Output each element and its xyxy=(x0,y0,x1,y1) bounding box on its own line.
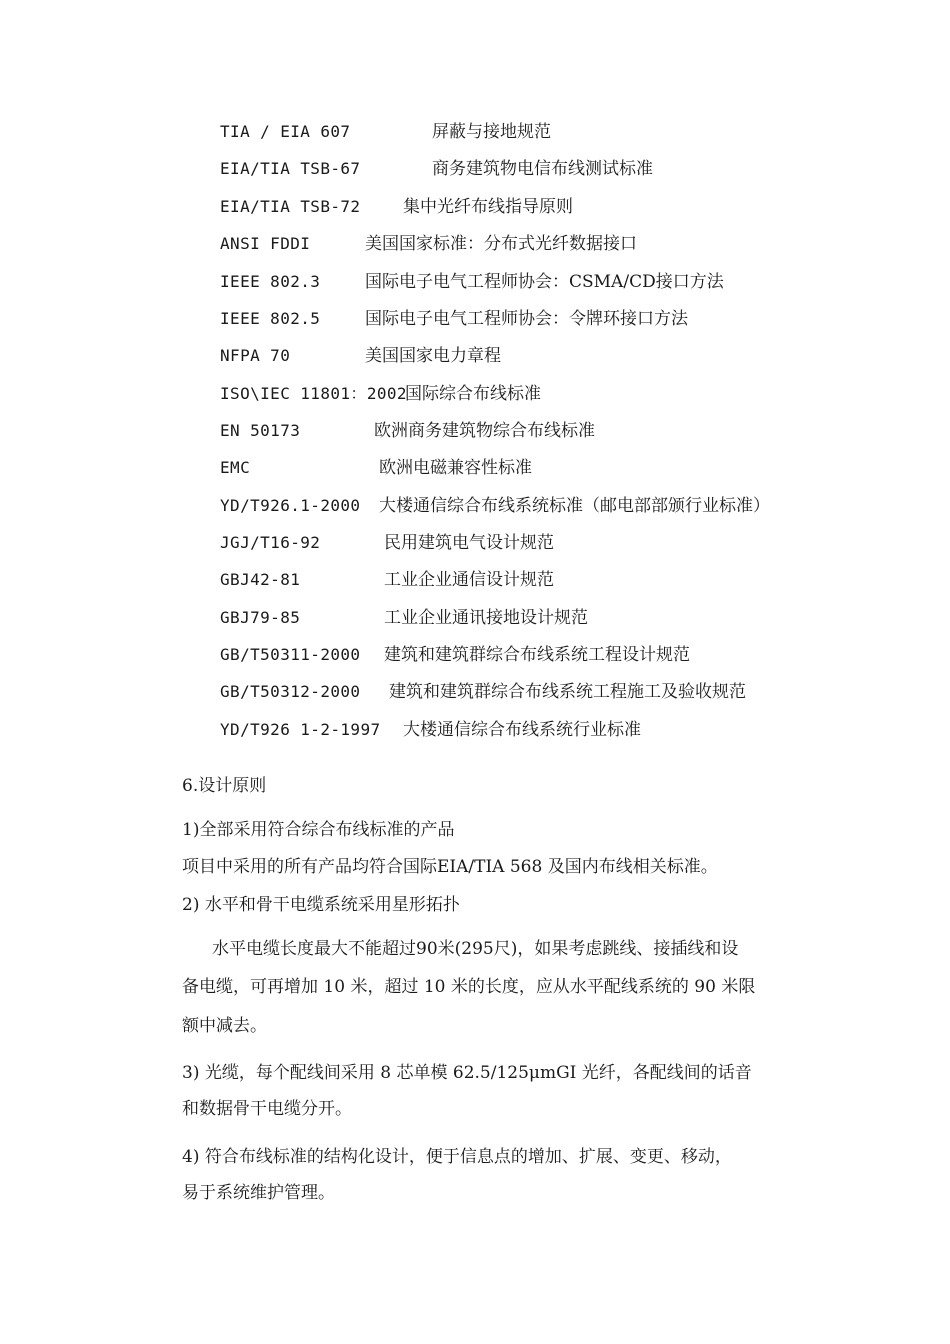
standard-desc: 建筑和建筑群综合布线系统工程设计规范 xyxy=(384,645,690,665)
standard-code: GB/T50311-2000 xyxy=(220,645,361,664)
paragraph-line: 额中减去。 xyxy=(182,1016,267,1036)
standard-desc: 商务建筑物电信布线测试标准 xyxy=(432,159,653,179)
standard-desc: 屏蔽与接地规范 xyxy=(432,122,551,142)
standard-code: GB/T50312-2000 xyxy=(220,682,361,701)
standard-desc: 欧洲商务建筑物综合布线标准 xyxy=(374,421,595,441)
standard-code: EMC xyxy=(220,458,251,477)
standard-code: YD/T926 1-2-1997 xyxy=(220,720,381,739)
standard-code: EN 50173 xyxy=(220,421,301,440)
standard-code: GBJ42-81 xyxy=(220,570,301,589)
principle-2-title: 2) 水平和骨干电缆系统采用星形拓扑 xyxy=(182,895,460,915)
standard-desc: 美国国家电力章程 xyxy=(365,346,501,366)
standard-code: GBJ79-85 xyxy=(220,608,301,627)
principle-1-title: 1)全部采用符合综合布线标准的产品 xyxy=(182,820,455,840)
standard-desc: 大楼通信综合布线系统标准（邮电部部颁行业标准） xyxy=(379,496,770,516)
standard-code: JGJ/T16-92 xyxy=(220,533,321,552)
standard-desc: 大楼通信综合布线系统行业标准 xyxy=(403,720,641,740)
paragraph-line: 水平电缆长度最大不能超过90米(295尺)，如果考虑跳线、接插线和设 xyxy=(212,939,739,959)
paragraph-line: 和数据骨干电缆分开。 xyxy=(182,1099,352,1119)
standard-desc: 集中光纤布线指导原则 xyxy=(403,197,573,217)
standard-code: NFPA 70 xyxy=(220,346,291,365)
section-title: 6.设计原则 xyxy=(182,776,267,796)
standard-desc: 国际综合布线标准 xyxy=(405,384,541,404)
standard-code: IEEE 802.5 xyxy=(220,309,321,328)
standard-desc: 欧洲电磁兼容性标准 xyxy=(379,458,532,478)
standard-code: IEEE 802.3 xyxy=(220,272,321,291)
standard-code: YD/T926.1-2000 xyxy=(220,496,361,515)
standard-desc: 工业企业通讯接地设计规范 xyxy=(384,608,588,628)
standard-desc: 工业企业通信设计规范 xyxy=(384,570,554,590)
standard-desc: 美国国家标准：分布式光纤数据接口 xyxy=(365,234,637,254)
standard-code: ISO\IEC 11801：2002 xyxy=(220,384,407,403)
standard-desc: 建筑和建筑群综合布线系统工程施工及验收规范 xyxy=(389,682,746,702)
paragraph-line: 3) 光缆，每个配线间采用 8 芯单模 62.5/125μmGI 光纤，各配线间的话音 xyxy=(182,1063,752,1083)
standard-desc: 国际电子电气工程师协会：令牌环接口方法 xyxy=(365,309,688,329)
standard-code: EIA/TIA TSB-72 xyxy=(220,197,361,216)
standard-code: EIA/TIA TSB-67 xyxy=(220,159,361,178)
standard-code: TIA / EIA 607 xyxy=(220,122,351,141)
principle-1-body: 项目中采用的所有产品均符合国际EIA/TIA 568 及国内布线相关标准。 xyxy=(182,857,718,877)
paragraph-line: 4) 符合布线标准的结构化设计，便于信息点的增加、扩展、变更、移动， xyxy=(182,1147,732,1167)
paragraph-line: 备电缆，可再增加 10 米，超过 10 米的长度，应从水平配线系统的 90 米限 xyxy=(182,977,756,997)
standard-desc: 民用建筑电气设计规范 xyxy=(384,533,554,553)
standard-desc: 国际电子电气工程师协会：CSMA/CD接口方法 xyxy=(365,272,724,292)
paragraph-line: 易于系统维护管理。 xyxy=(182,1183,335,1203)
standard-code: ANSI FDDI xyxy=(220,234,311,253)
